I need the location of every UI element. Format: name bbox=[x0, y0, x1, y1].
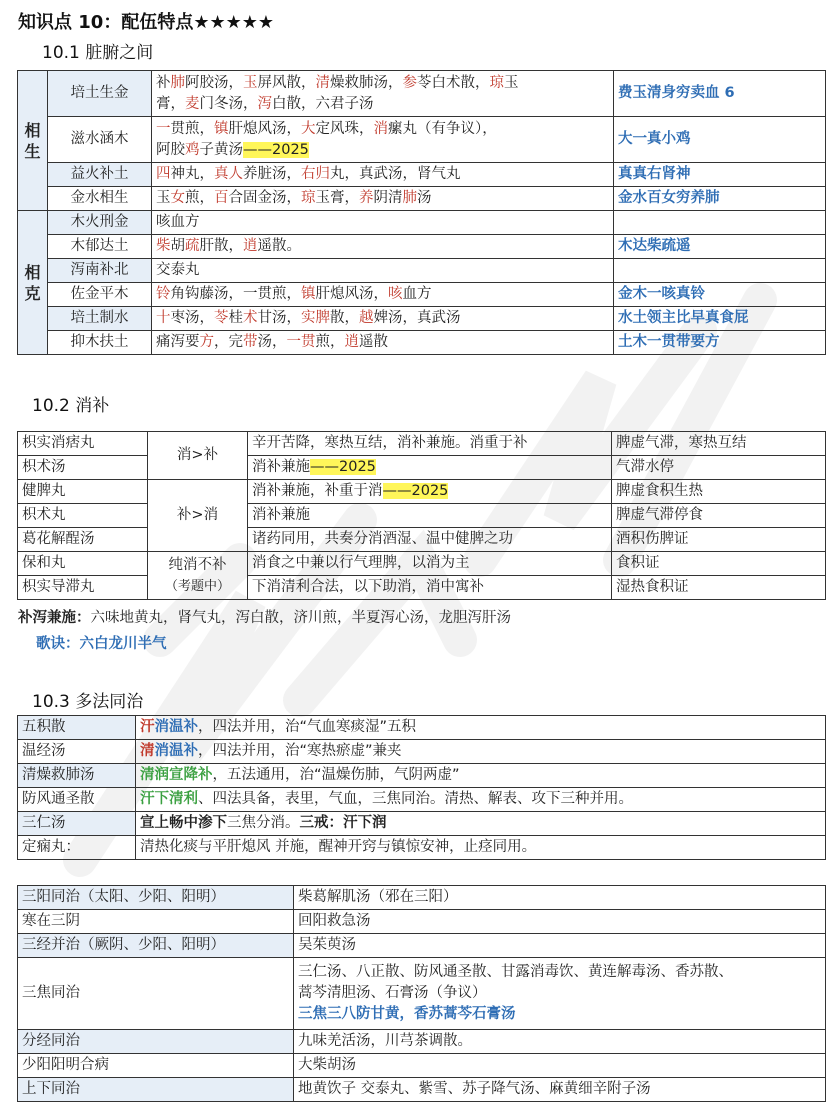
table-row bbox=[18, 764, 826, 788]
method-name: 三经并治（厥阴、少阳、阳明） bbox=[18, 934, 294, 958]
formula-cell: 铃角钩藤汤，一贯煎，镇肝熄风汤，咳血方 bbox=[152, 283, 614, 307]
table-row bbox=[18, 71, 826, 117]
row-name: 培土生金 bbox=[48, 71, 152, 117]
table-row bbox=[18, 886, 826, 910]
mnemonic-cell: 大一真小鸡 bbox=[614, 117, 826, 163]
table-row bbox=[18, 331, 826, 355]
table-row bbox=[18, 740, 826, 764]
formula-cell: 一贯煎，镇肝熄风汤，大定风珠，消瘰丸（有争议）， 阿胶鸡子黄汤——2025 bbox=[152, 117, 614, 163]
formula-cell: 大柴胡汤 bbox=[294, 1054, 826, 1078]
formula-name: 枳术丸 bbox=[18, 504, 148, 528]
row-name: 培土制水 bbox=[48, 307, 152, 331]
desc-cell: 消补兼施，补重于消——2025 bbox=[248, 480, 612, 504]
desc-cell: 下消清利合法，以下助消，消中寓补 bbox=[248, 576, 612, 600]
method-name: 三阳同治（太阳、少阳、阳明） bbox=[18, 886, 294, 910]
formula-name: 枳实导滞丸 bbox=[18, 576, 148, 600]
section-heading-multi: 10.3 多法同治 bbox=[32, 692, 144, 712]
formula-name: 葛花解酲汤 bbox=[18, 528, 148, 552]
formula-cell: 柴葛解肌汤（邪在三阳） bbox=[294, 886, 826, 910]
formula-cell: 九味羌活汤，川芎茶调散。 bbox=[294, 1030, 826, 1054]
page-title: 知识点 10：配伍特点★★★★★ bbox=[18, 12, 274, 33]
method-name: 三焦同治 bbox=[18, 958, 294, 1030]
formula-cell: 咳血方 bbox=[152, 211, 614, 235]
table-row bbox=[18, 307, 826, 331]
mnemonic-cell: 水土领主比早真食屁 bbox=[614, 307, 826, 331]
song-mnemonic: 歌诀：六白龙川半气 bbox=[36, 636, 167, 652]
formula-name: 枳术汤 bbox=[18, 456, 148, 480]
mnemonic-cell: 土木一贯带要方 bbox=[614, 331, 826, 355]
formula-name: 防风通圣散 bbox=[18, 788, 136, 812]
mnemonic-cell bbox=[614, 211, 826, 235]
group-bu-gt-xiao: 补>消 bbox=[148, 480, 248, 552]
multi-method-table bbox=[17, 715, 826, 860]
desc-cell: 宣上畅中渗下三焦分消。三戒：汗下润 bbox=[136, 812, 826, 836]
table-row bbox=[18, 163, 826, 187]
table-row bbox=[18, 187, 826, 211]
method-name: 寒在三阴 bbox=[18, 910, 294, 934]
group-label-sheng: 相生 bbox=[18, 71, 48, 211]
table-row bbox=[18, 528, 826, 552]
mnemonic-cell bbox=[614, 259, 826, 283]
desc-cell: 汗下清利、四法具备，表里，气血，三焦同治。清热、解表、攻下三种并用。 bbox=[136, 788, 826, 812]
group-pure-xiao: 纯消不补 （考题中） bbox=[148, 552, 248, 600]
mnemonic-cell: 真真右肾神 bbox=[614, 163, 826, 187]
table-row bbox=[18, 1078, 826, 1102]
formula-name: 三仁汤 bbox=[18, 812, 136, 836]
formula-name: 枳实消痞丸 bbox=[18, 432, 148, 456]
desc-cell: 诸药同用，共奏分消酒湿、温中健脾之功 bbox=[248, 528, 612, 552]
syndrome-cell: 脾虚食积生热 bbox=[612, 480, 826, 504]
method-name: 少阳阳明合病 bbox=[18, 1054, 294, 1078]
section-heading-xiaobu: 10.2 消补 bbox=[32, 396, 110, 416]
table-row bbox=[18, 836, 826, 860]
table-row bbox=[18, 432, 826, 456]
table-row bbox=[18, 934, 826, 958]
mnemonic-cell: 木达柴疏遥 bbox=[614, 235, 826, 259]
table-row bbox=[18, 504, 826, 528]
row-name: 抑木扶土 bbox=[48, 331, 152, 355]
syndrome-cell: 酒积伤脾证 bbox=[612, 528, 826, 552]
table-row bbox=[18, 910, 826, 934]
mnemonic-cell: 费玉清身穷卖血 6 bbox=[614, 71, 826, 117]
formula-name: 保和丸 bbox=[18, 552, 148, 576]
table-row bbox=[18, 235, 826, 259]
table-row bbox=[18, 1054, 826, 1078]
formula-cell: 四神丸，真人养脏汤，右归丸，真武汤，肾气丸 bbox=[152, 163, 614, 187]
row-name: 滋水涵木 bbox=[48, 117, 152, 163]
row-name: 佐金平木 bbox=[48, 283, 152, 307]
mnemonic-cell: 金木一咳真铃 bbox=[614, 283, 826, 307]
formula-cell: 玉女煎，百合固金汤，琼玉膏，养阴清肺汤 bbox=[152, 187, 614, 211]
group-label-ke: 相克 bbox=[18, 211, 48, 355]
formula-cell: 痛泻要方，完带汤，一贯煎，逍遥散 bbox=[152, 331, 614, 355]
formula-name: 定痫丸： bbox=[18, 836, 136, 860]
syndrome-cell: 脾虚气滞，寒热互结 bbox=[612, 432, 826, 456]
formula-cell: 地黄饮子 交泰丸、紫雪、苏子降气汤、麻黄细辛附子汤 bbox=[294, 1078, 826, 1102]
formula-cell: 交泰丸 bbox=[152, 259, 614, 283]
desc-cell: 消食之中兼以行气理脾，以消为主 bbox=[248, 552, 612, 576]
organs-table bbox=[17, 70, 826, 355]
formula-cell: 回阳救急汤 bbox=[294, 910, 826, 934]
row-name: 木郁达土 bbox=[48, 235, 152, 259]
table-row bbox=[18, 788, 826, 812]
desc-cell: 消补兼施 bbox=[248, 504, 612, 528]
table-row bbox=[18, 812, 826, 836]
syndrome-cell: 脾虚气滞停食 bbox=[612, 504, 826, 528]
desc-cell: 清消温补，四法并用，治“寒热瘀虚”兼夹 bbox=[136, 740, 826, 764]
xiaobu-table bbox=[17, 431, 826, 600]
table-row bbox=[18, 958, 826, 1030]
desc-cell: 清润宣降补，五法通用，治“温燥伤肺，气阴两虚” bbox=[136, 764, 826, 788]
desc-cell: 消补兼施——2025 bbox=[248, 456, 612, 480]
bu-xie-note: 补泻兼施：六味地黄丸，肾气丸，泻白散，济川煎，半夏泻心汤，龙胆泻肝汤 bbox=[18, 610, 511, 626]
table-row bbox=[18, 211, 826, 235]
tongzhi-table bbox=[17, 885, 826, 1102]
table-row bbox=[18, 456, 826, 480]
mnemonic-cell: 金水百女穷养肺 bbox=[614, 187, 826, 211]
desc-cell: 汗消温补，四法并用，治“气血寒痰湿”五积 bbox=[136, 716, 826, 740]
formula-name: 温经汤 bbox=[18, 740, 136, 764]
row-name: 益火补土 bbox=[48, 163, 152, 187]
formula-name: 五积散 bbox=[18, 716, 136, 740]
syndrome-cell: 湿热食积证 bbox=[612, 576, 826, 600]
section-heading-organs: 10.1 脏腑之间 bbox=[42, 43, 154, 63]
method-name: 上下同治 bbox=[18, 1078, 294, 1102]
formula-name: 清燥救肺汤 bbox=[18, 764, 136, 788]
syndrome-cell: 气滞水停 bbox=[612, 456, 826, 480]
table-row bbox=[18, 259, 826, 283]
table-row bbox=[18, 283, 826, 307]
syndrome-cell: 食积证 bbox=[612, 552, 826, 576]
desc-cell: 清热化痰与平肝熄风 并施，醒神开窍与镇惊安神，止痉同用。 bbox=[136, 836, 826, 860]
table-row bbox=[18, 576, 826, 600]
table-row bbox=[18, 117, 826, 163]
row-name: 木火刑金 bbox=[48, 211, 152, 235]
row-name: 金水相生 bbox=[48, 187, 152, 211]
formula-cell: 柴胡疏肝散，逍遥散。 bbox=[152, 235, 614, 259]
formula-cell: 三仁汤、八正散、防风通圣散、甘露消毒饮、黄连解毒汤、香苏散、 蒿芩清胆汤、石膏汤（争议） 三焦三八防甘黄，香苏蒿芩石膏汤 bbox=[294, 958, 826, 1030]
formula-name: 健脾丸 bbox=[18, 480, 148, 504]
table-row bbox=[18, 1030, 826, 1054]
formula-cell: 十枣汤，苓桂术甘汤，实脾散，越婢汤，真武汤 bbox=[152, 307, 614, 331]
desc-cell: 辛开苦降，寒热互结，消补兼施。消重于补 bbox=[248, 432, 612, 456]
table-row bbox=[18, 716, 826, 740]
table-row bbox=[18, 552, 826, 576]
table-row bbox=[18, 480, 826, 504]
formula-cell: 吴茱萸汤 bbox=[294, 934, 826, 958]
row-name: 泻南补北 bbox=[48, 259, 152, 283]
group-xiao-gt-bu: 消>补 bbox=[148, 432, 248, 480]
method-name: 分经同治 bbox=[18, 1030, 294, 1054]
formula-cell: 补肺阿胶汤，玉屏风散，清燥救肺汤，参苓白术散，琼玉 膏，麦门冬汤，泻白散，六君子汤 bbox=[152, 71, 614, 117]
